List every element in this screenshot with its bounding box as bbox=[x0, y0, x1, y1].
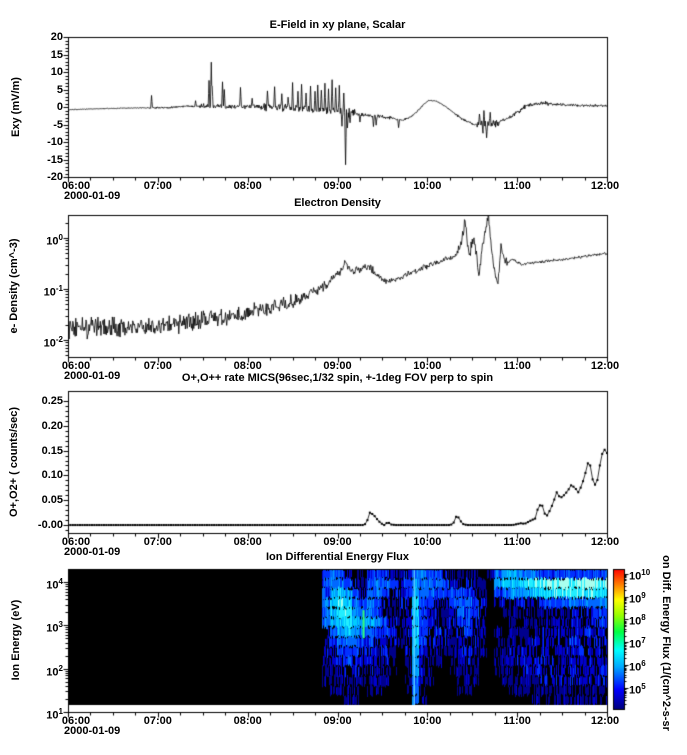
panel1-y-axis-label: Exy (mV/m) bbox=[10, 77, 22, 137]
x-tick-label: 12:00 bbox=[590, 536, 620, 548]
colorbar-tick-label: $10^7$ bbox=[629, 636, 646, 652]
panel1-y-tick-label: 15 bbox=[50, 48, 63, 61]
x-tick-label: 07:00 bbox=[143, 536, 172, 548]
x-axis-date: 2000-01-09 bbox=[64, 725, 121, 737]
x-tick-label: 06:00 bbox=[61, 715, 91, 727]
colorbar-title: on Diff. Energy Flux (1/(cm^2-s-sr bbox=[660, 555, 672, 731]
x-tick-label: 10:00 bbox=[413, 715, 442, 727]
colorbar-tick-label: $10^6$ bbox=[629, 659, 646, 675]
colorbar-tick-label: $10^8$ bbox=[629, 613, 646, 629]
x-tick-label: 09:00 bbox=[323, 360, 352, 372]
x-tick-label: 10:00 bbox=[413, 360, 442, 372]
panel2-y-tick-label: $10^{-1}$ bbox=[43, 284, 63, 299]
x-tick-label: 12:00 bbox=[590, 360, 620, 372]
colorbar-tick-label: $10^9$ bbox=[629, 590, 646, 606]
x-tick-label: 10:00 bbox=[413, 180, 442, 192]
panel3-y-tick-label: 0.20 bbox=[41, 419, 63, 432]
panel3-y-tick-label: 0.10 bbox=[41, 469, 63, 482]
x-tick-label: 10:00 bbox=[413, 536, 442, 548]
panel3-title: O+,O++ rate MICS(96sec,1/32 spin, +-1deg FOV perp to spin bbox=[181, 372, 494, 384]
x-tick-label: 06:00 bbox=[61, 360, 91, 372]
colorbar-tick-label: $10^{10}$ bbox=[629, 567, 651, 583]
x-tick-label: 07:00 bbox=[143, 360, 172, 372]
x-tick-label: 09:00 bbox=[323, 536, 352, 548]
panel4-title: Ion Differential Energy Flux bbox=[265, 551, 410, 563]
x-axis-date: 2000-01-09 bbox=[64, 546, 121, 558]
panel1-y-tick-label: 10 bbox=[50, 66, 63, 78]
x-tick-label: 11:00 bbox=[503, 536, 531, 548]
panel2-y-tick-label: $10^{-2}$ bbox=[43, 335, 63, 350]
panel4-y-axis-label: Ion Energy (eV) bbox=[10, 599, 22, 681]
x-tick-label: 08:00 bbox=[233, 360, 262, 372]
x-tick-label: 08:00 bbox=[233, 715, 262, 727]
x-tick-label: 07:00 bbox=[143, 180, 172, 192]
panel1-y-tick-label: 20 bbox=[50, 31, 63, 43]
panel2-y-axis-label: e- Density (cm^-3) bbox=[8, 238, 20, 334]
x-tick-label: 08:00 bbox=[233, 536, 262, 548]
panel1-y-tick-label: 0 bbox=[56, 101, 63, 113]
x-tick-label: 11:00 bbox=[503, 715, 531, 727]
colorbar-tick-label: $10^5$ bbox=[629, 682, 646, 697]
panel2-title: Electron Density bbox=[294, 197, 381, 209]
panel4-y-tick-label: $10^4$ bbox=[46, 577, 63, 592]
panel3-y-tick-label: 0.25 bbox=[41, 394, 63, 407]
x-tick-label: 11:00 bbox=[503, 180, 531, 192]
x-tick-label: 08:00 bbox=[233, 180, 262, 192]
panel1-y-tick-label: -15 bbox=[47, 153, 63, 166]
panel1-y-tick-label: 5 bbox=[56, 83, 63, 96]
x-tick-label: 12:00 bbox=[590, 180, 620, 192]
panel1-y-tick-label: -5 bbox=[53, 118, 63, 131]
panel1-y-tick-label: -10 bbox=[47, 136, 63, 148]
panel1-y-tick-label: -20 bbox=[47, 171, 63, 183]
panel1-title: E-Field in xy plane, Scalar bbox=[269, 19, 406, 31]
x-tick-label: 12:00 bbox=[590, 715, 620, 727]
x-tick-label: 07:00 bbox=[143, 715, 172, 727]
x-tick-label: 06:00 bbox=[61, 536, 91, 548]
x-axis-date: 2000-01-09 bbox=[64, 370, 121, 382]
panel4-y-tick-label: $10^2$ bbox=[46, 663, 63, 679]
panel3-y-tick-label: 0.05 bbox=[41, 494, 63, 507]
x-tick-label: 11:00 bbox=[503, 360, 531, 372]
panel3-y-tick-label: -0.00 bbox=[37, 519, 63, 532]
x-tick-label: 09:00 bbox=[323, 715, 352, 727]
panel3-y-tick-label: 0.15 bbox=[41, 444, 63, 457]
panel2-y-tick-label: $10^0$ bbox=[46, 233, 63, 248]
x-axis-date: 2000-01-09 bbox=[64, 190, 121, 202]
x-tick-label: 06:00 bbox=[61, 180, 91, 192]
panel3-y-axis-label: O+,O2+ ( counts/sec) bbox=[8, 406, 20, 518]
x-tick-label: 09:00 bbox=[323, 180, 352, 192]
panel4-y-tick-label: $10^1$ bbox=[46, 706, 63, 722]
panel4-y-tick-label: $10^3$ bbox=[46, 620, 63, 635]
